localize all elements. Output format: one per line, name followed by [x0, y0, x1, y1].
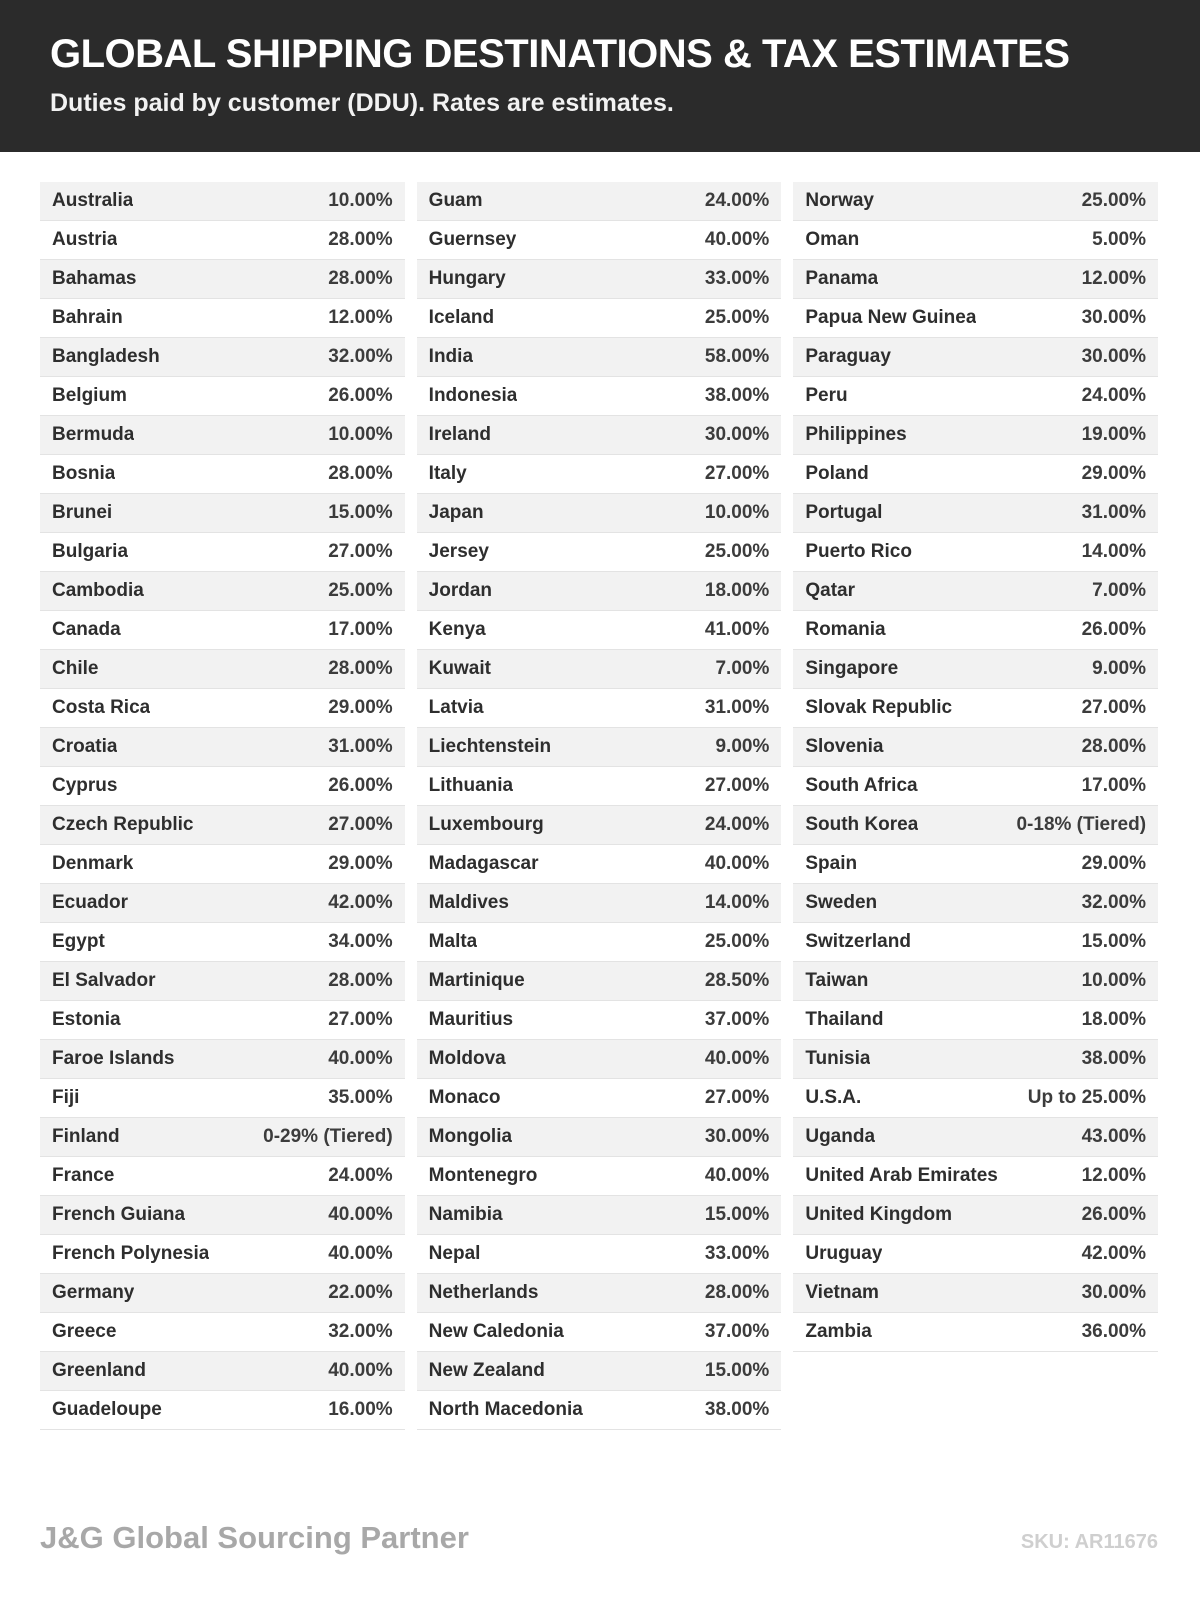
country-name: Latvia [428, 697, 484, 718]
tax-rate: 30.00% [704, 424, 770, 445]
table-row [417, 962, 782, 1001]
table-row [793, 299, 1158, 338]
country-name: Slovak Republic [805, 697, 953, 718]
tax-rate: Up to 25.00% [1027, 1087, 1147, 1108]
tax-rate: 29.00% [328, 853, 393, 874]
tax-rate: 24.00% [704, 190, 770, 211]
table-row [417, 1157, 782, 1196]
tax-rate: 27.00% [704, 1087, 770, 1108]
tax-rate: 24.00% [1081, 385, 1147, 406]
tax-rate: 25.00% [704, 541, 770, 562]
table-row [417, 923, 782, 962]
country-name: Spain [805, 853, 858, 874]
table-row [793, 1157, 1158, 1196]
table-row [793, 1001, 1158, 1040]
tax-rate: 29.00% [1081, 463, 1147, 484]
country-name: Thailand [805, 1009, 884, 1030]
tax-rate: 41.00% [704, 619, 770, 640]
country-name: Cyprus [52, 775, 118, 796]
tax-rate: 40.00% [328, 1243, 393, 1264]
tax-rate: 40.00% [704, 853, 770, 874]
page-footer [0, 1520, 1200, 1600]
table-row [793, 962, 1158, 1001]
tax-rate: 27.00% [1081, 697, 1147, 718]
table-row [417, 1352, 782, 1391]
country-name: Jersey [428, 541, 489, 562]
tax-rate: 42.00% [1081, 1243, 1147, 1264]
tax-rate: 12.00% [1081, 1165, 1147, 1186]
country-name: South Korea [805, 814, 919, 835]
country-name: North Macedonia [428, 1399, 583, 1420]
tax-rate: 5.00% [1092, 229, 1147, 250]
table-row [793, 1274, 1158, 1313]
table-row [40, 767, 405, 806]
tax-rate: 25.00% [704, 931, 770, 952]
country-name: Switzerland [805, 931, 911, 952]
table-row [40, 260, 405, 299]
tax-rate: 0-29% (Tiered) [263, 1126, 393, 1147]
country-name: French Polynesia [52, 1243, 210, 1264]
tax-rate: 12.00% [1081, 268, 1147, 289]
country-name: Mauritius [428, 1009, 514, 1030]
table-row [417, 455, 782, 494]
table-row [40, 1118, 405, 1157]
tax-rate: 15.00% [704, 1204, 770, 1225]
table-row [793, 728, 1158, 767]
tax-rate: 9.00% [715, 736, 770, 757]
country-name: Iceland [428, 307, 495, 328]
country-name: Croatia [52, 736, 118, 757]
table-row [40, 1079, 405, 1118]
country-name: Singapore [805, 658, 899, 679]
tax-rate: 30.00% [1081, 346, 1147, 367]
country-name: Norway [805, 190, 874, 211]
country-name: Madagascar [428, 853, 539, 874]
country-name: Estonia [52, 1009, 121, 1030]
table-row [793, 923, 1158, 962]
rate-column [417, 182, 782, 1430]
tax-rate: 10.00% [328, 190, 393, 211]
country-name: Faroe Islands [52, 1048, 175, 1069]
tax-rate: 25.00% [704, 307, 770, 328]
country-name: Finland [52, 1126, 120, 1147]
tax-rate: 15.00% [328, 502, 393, 523]
country-name: Bahamas [52, 268, 137, 289]
country-name: Vietnam [805, 1282, 879, 1303]
tax-rate: 29.00% [1081, 853, 1147, 874]
tax-rate: 12.00% [328, 307, 393, 328]
tax-rate: 37.00% [704, 1009, 770, 1030]
table-row [40, 572, 405, 611]
country-name: Oman [805, 229, 860, 250]
country-name: Guernsey [428, 229, 517, 250]
country-name: Italy [428, 463, 467, 484]
table-row [793, 221, 1158, 260]
country-name: U.S.A. [805, 1087, 862, 1108]
table-row [793, 1196, 1158, 1235]
country-name: Puerto Rico [805, 541, 912, 562]
tax-rate: 31.00% [704, 697, 770, 718]
country-name: Sweden [805, 892, 878, 913]
tax-rate: 28.00% [328, 658, 393, 679]
tax-rate: 36.00% [1081, 1321, 1147, 1342]
country-name: El Salvador [52, 970, 156, 991]
country-name: Bangladesh [52, 346, 160, 367]
country-name: Peru [805, 385, 848, 406]
table-row [793, 611, 1158, 650]
tax-rate: 29.00% [328, 697, 393, 718]
country-name: Maldives [428, 892, 509, 913]
table-row [417, 1313, 782, 1352]
country-name: Greenland [52, 1360, 146, 1381]
tax-rate: 42.00% [328, 892, 393, 913]
tax-rate: 24.00% [328, 1165, 393, 1186]
tax-rate: 33.00% [704, 268, 770, 289]
tax-rate: 28.00% [328, 970, 393, 991]
table-row [417, 1196, 782, 1235]
country-name: Romania [805, 619, 886, 640]
country-name: France [52, 1165, 115, 1186]
tax-rate: 26.00% [1081, 619, 1147, 640]
country-name: Kenya [428, 619, 486, 640]
country-name: Costa Rica [52, 697, 151, 718]
country-name: Ecuador [52, 892, 129, 913]
country-name: Papua New Guinea [805, 307, 977, 328]
table-row [793, 533, 1158, 572]
table-row [417, 884, 782, 923]
tax-rate: 40.00% [328, 1204, 393, 1225]
table-row [40, 455, 405, 494]
country-name: Bulgaria [52, 541, 129, 562]
country-name: South Africa [805, 775, 918, 796]
tax-rate: 27.00% [328, 541, 393, 562]
table-row [40, 494, 405, 533]
country-name: Egypt [52, 931, 105, 952]
tax-rate: 9.00% [1092, 658, 1147, 679]
table-row [793, 1313, 1158, 1352]
table-row [793, 845, 1158, 884]
table-row [793, 338, 1158, 377]
table-row [40, 221, 405, 260]
country-name: New Zealand [428, 1360, 545, 1381]
country-name: Qatar [805, 580, 855, 601]
tax-rate: 22.00% [328, 1282, 393, 1303]
country-name: United Arab Emirates [805, 1165, 998, 1186]
tax-rate: 18.00% [1081, 1009, 1147, 1030]
tax-rate: 26.00% [328, 775, 393, 796]
tax-rate: 28.00% [328, 463, 393, 484]
tax-rate: 24.00% [704, 814, 770, 835]
country-name: Bahrain [52, 307, 123, 328]
tax-rate: 27.00% [328, 1009, 393, 1030]
country-name: Poland [805, 463, 869, 484]
country-name: Cambodia [52, 580, 144, 601]
country-name: Uruguay [805, 1243, 883, 1264]
country-name: Moldova [428, 1048, 506, 1069]
tax-rate: 7.00% [715, 658, 770, 679]
country-name: Paraguay [805, 346, 891, 367]
tax-rate: 28.00% [328, 268, 393, 289]
country-name: Australia [52, 190, 134, 211]
country-name: Bermuda [52, 424, 135, 445]
table-row [417, 221, 782, 260]
country-name: Montenegro [428, 1165, 538, 1186]
country-name: Guam [428, 190, 483, 211]
country-name: Brunei [52, 502, 113, 523]
country-name: Panama [805, 268, 879, 289]
country-name: Czech Republic [52, 814, 194, 835]
tax-rate: 40.00% [328, 1048, 393, 1069]
country-name: India [428, 346, 474, 367]
tax-rate: 33.00% [704, 1243, 770, 1264]
page-title: GLOBAL SHIPPING DESTINATIONS & TAX ESTIMATES [50, 32, 1070, 76]
table-row [793, 1040, 1158, 1079]
tax-rate: 35.00% [328, 1087, 393, 1108]
tax-rate: 15.00% [704, 1360, 770, 1381]
tax-rate: 27.00% [328, 814, 393, 835]
tax-rate: 38.00% [1081, 1048, 1147, 1069]
tax-rate: 40.00% [704, 1165, 770, 1186]
table-row [417, 611, 782, 650]
tax-rate: 30.00% [704, 1126, 770, 1147]
table-row [40, 338, 405, 377]
country-name: Greece [52, 1321, 117, 1342]
tax-rate: 18.00% [704, 580, 770, 601]
table-row [417, 1391, 782, 1430]
country-name: Uganda [805, 1126, 876, 1147]
table-row [793, 689, 1158, 728]
rates-table [40, 182, 1158, 1430]
table-row [793, 1118, 1158, 1157]
table-row [40, 377, 405, 416]
table-row [793, 806, 1158, 845]
table-row [417, 1235, 782, 1274]
tax-rate: 31.00% [328, 736, 393, 757]
table-row [793, 1079, 1158, 1118]
tax-rate: 16.00% [328, 1399, 393, 1420]
country-name: Slovenia [805, 736, 884, 757]
rate-column [793, 182, 1158, 1352]
table-row [793, 377, 1158, 416]
country-name: Mongolia [428, 1126, 513, 1147]
table-row [793, 650, 1158, 689]
table-row [40, 1196, 405, 1235]
table-row [417, 377, 782, 416]
table-row [40, 845, 405, 884]
tax-rate: 58.00% [704, 346, 770, 367]
table-row [40, 1391, 405, 1430]
table-row [40, 1001, 405, 1040]
tax-rate: 38.00% [704, 1399, 770, 1420]
table-row [40, 1274, 405, 1313]
table-row [417, 728, 782, 767]
tax-rate: 28.00% [704, 1282, 770, 1303]
table-row [417, 689, 782, 728]
table-row [40, 728, 405, 767]
tax-rate: 32.00% [328, 346, 393, 367]
tax-rate: 30.00% [1081, 1282, 1147, 1303]
table-row [40, 689, 405, 728]
tax-rate: 40.00% [704, 1048, 770, 1069]
tax-rate: 32.00% [328, 1321, 393, 1342]
country-name: Netherlands [428, 1282, 539, 1303]
country-name: Martinique [428, 970, 525, 991]
country-name: Nepal [428, 1243, 481, 1264]
tax-rate: 10.00% [328, 424, 393, 445]
table-row [793, 416, 1158, 455]
table-row [417, 845, 782, 884]
table-row [417, 182, 782, 221]
tax-rate: 31.00% [1081, 502, 1147, 523]
table-row [417, 416, 782, 455]
table-row [40, 416, 405, 455]
tax-rate: 0-18% (Tiered) [1016, 814, 1147, 835]
country-name: Zambia [805, 1321, 872, 1342]
page-header [0, 0, 1200, 152]
tax-rate: 14.00% [1081, 541, 1147, 562]
table-row [793, 260, 1158, 299]
table-row [793, 572, 1158, 611]
table-row [793, 767, 1158, 806]
table-row [793, 494, 1158, 533]
country-name: Denmark [52, 853, 134, 874]
table-row [40, 962, 405, 1001]
table-row [40, 1352, 405, 1391]
country-name: Taiwan [805, 970, 869, 991]
tax-rate: 43.00% [1081, 1126, 1147, 1147]
country-name: Kuwait [428, 658, 491, 679]
tax-rate: 15.00% [1081, 931, 1147, 952]
tax-rate: 27.00% [704, 463, 770, 484]
country-name: Lithuania [428, 775, 514, 796]
tax-rate: 32.00% [1081, 892, 1147, 913]
table-row [40, 1157, 405, 1196]
tax-rate: 28.00% [1081, 736, 1147, 757]
country-name: Malta [428, 931, 478, 952]
country-name: Fiji [52, 1087, 80, 1108]
country-name: Monaco [428, 1087, 501, 1108]
tax-rate: 26.00% [1081, 1204, 1147, 1225]
table-row [417, 494, 782, 533]
table-row [417, 1079, 782, 1118]
tax-rate: 25.00% [328, 580, 393, 601]
tax-rate: 28.00% [328, 229, 393, 250]
country-name: Chile [52, 658, 99, 679]
table-row [40, 1040, 405, 1079]
tax-rate: 34.00% [328, 931, 393, 952]
table-row [417, 1118, 782, 1157]
country-name: Belgium [52, 385, 127, 406]
table-row [417, 1040, 782, 1079]
table-row [793, 1235, 1158, 1274]
table-row [417, 1001, 782, 1040]
tax-rate: 19.00% [1081, 424, 1147, 445]
country-name: Hungary [428, 268, 506, 289]
country-name: French Guiana [52, 1204, 186, 1225]
country-name: Liechtenstein [428, 736, 552, 757]
country-name: Austria [52, 229, 118, 250]
country-name: Philippines [805, 424, 907, 445]
country-name: Jordan [428, 580, 493, 601]
tax-rate: 14.00% [704, 892, 770, 913]
table-row [40, 533, 405, 572]
tax-rate: 40.00% [704, 229, 770, 250]
country-name: New Caledonia [428, 1321, 564, 1342]
table-row [793, 884, 1158, 923]
table-row [40, 923, 405, 962]
tax-rate: 17.00% [1081, 775, 1147, 796]
table-row [793, 455, 1158, 494]
table-row [40, 611, 405, 650]
table-row [417, 1274, 782, 1313]
table-row [40, 182, 405, 221]
tax-rate: 17.00% [328, 619, 393, 640]
table-row [40, 650, 405, 689]
country-name: Luxembourg [428, 814, 544, 835]
table-row [417, 806, 782, 845]
country-name: Japan [428, 502, 484, 523]
country-name: Namibia [428, 1204, 503, 1225]
tax-rate: 37.00% [704, 1321, 770, 1342]
table-row [417, 572, 782, 611]
page-subtitle: Duties paid by customer (DDU). Rates are estimates. [50, 89, 674, 117]
table-row [417, 767, 782, 806]
country-name: Canada [52, 619, 121, 640]
tax-rate: 7.00% [1092, 580, 1147, 601]
sku-label: SKU: AR11676 [1020, 1531, 1158, 1553]
tax-rate: 40.00% [328, 1360, 393, 1381]
table-row [417, 260, 782, 299]
rate-column [40, 182, 405, 1430]
tax-rate: 28.50% [704, 970, 770, 991]
table-row [40, 884, 405, 923]
table-row [417, 533, 782, 572]
table-row [40, 299, 405, 338]
brand-name: J&G Global Sourcing Partner [40, 1520, 469, 1555]
table-row [40, 806, 405, 845]
table-row [417, 338, 782, 377]
tax-rate: 27.00% [704, 775, 770, 796]
table-row [793, 182, 1158, 221]
country-name: Tunisia [805, 1048, 871, 1069]
tax-rate: 26.00% [328, 385, 393, 406]
tax-rate: 30.00% [1081, 307, 1147, 328]
table-row [417, 299, 782, 338]
country-name: Bosnia [52, 463, 116, 484]
tax-rate: 38.00% [704, 385, 770, 406]
country-name: Ireland [428, 424, 491, 445]
country-name: Germany [52, 1282, 135, 1303]
country-name: Indonesia [428, 385, 518, 406]
country-name: United Kingdom [805, 1204, 953, 1225]
tax-rate: 25.00% [1081, 190, 1147, 211]
country-name: Portugal [805, 502, 883, 523]
table-row [417, 650, 782, 689]
country-name: Guadeloupe [52, 1399, 162, 1420]
tax-rate: 10.00% [1081, 970, 1147, 991]
table-row [40, 1235, 405, 1274]
table-row [40, 1313, 405, 1352]
tax-rate: 10.00% [704, 502, 770, 523]
